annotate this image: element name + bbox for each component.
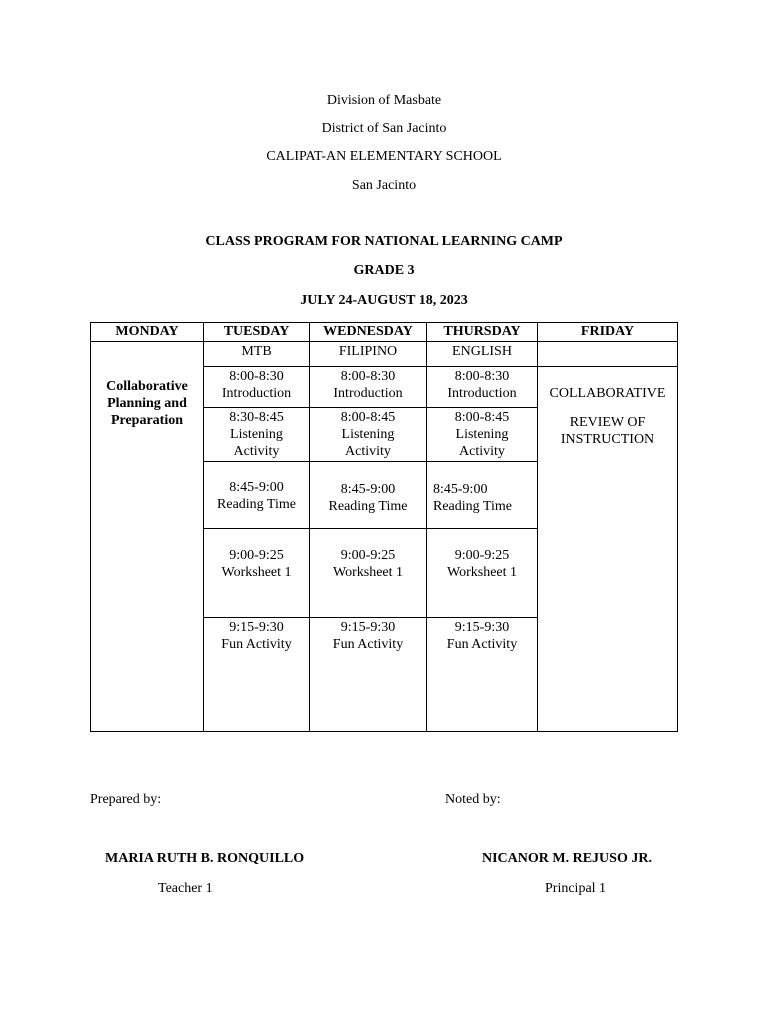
thursday-slot-3	[427, 481, 533, 515]
noter-title: Principal 1	[545, 881, 607, 896]
wednesday-slot-3	[310, 481, 426, 515]
slot-activity: Listening	[455, 427, 509, 442]
wednesday-slot-4	[310, 547, 426, 581]
monday-line-3: Preparation	[110, 413, 184, 428]
preparer-name: MARIA RUTH B. RONQUILLO	[105, 851, 305, 866]
tuesday-slot-2	[204, 409, 309, 460]
slot-activity-2: Activity	[459, 444, 505, 459]
subject-english: ENGLISH	[452, 344, 512, 359]
slot-time: 8:00-8:30	[229, 369, 284, 384]
slot-time: 9:00-9:25	[229, 548, 284, 563]
tuesday-slot-5	[204, 619, 309, 653]
town-text: San Jacinto	[351, 178, 417, 193]
thursday-slot-1	[427, 368, 537, 402]
day-header-wednesday: WEDNESDAY	[323, 324, 413, 339]
slot-activity: Introduction	[221, 386, 292, 401]
wednesday-slot-5	[310, 619, 426, 653]
slot-activity: Worksheet 1	[221, 565, 292, 580]
slot-time: 8:45-9:00	[340, 482, 396, 497]
slot-activity: Worksheet 1	[446, 565, 518, 580]
slot-time: 8:00-8:45	[340, 410, 396, 425]
slot-activity: Reading Time	[217, 497, 296, 512]
tuesday-slot-4	[204, 547, 309, 581]
day-header-thursday: THURSDAY	[443, 324, 521, 339]
friday-line-2: REVIEW OF	[569, 415, 646, 430]
slot-time: 8:45-9:00	[433, 482, 488, 497]
monday-activity	[91, 378, 203, 429]
district-text: District of San Jacinto	[321, 121, 447, 136]
thursday-slot-5	[427, 619, 537, 653]
subject-filipino: FILIPINO	[338, 344, 398, 359]
slot-activity: Reading Time	[433, 499, 512, 514]
slot-activity: Fun Activity	[332, 637, 404, 652]
wednesday-slot-1	[310, 368, 426, 402]
noted-by-label: Noted by:	[445, 792, 501, 807]
day-header-tuesday: TUESDAY	[223, 324, 290, 339]
day-header-monday: MONDAY	[115, 324, 179, 339]
thursday-slot-4	[427, 547, 537, 581]
grade-title: GRADE 3	[353, 263, 415, 278]
slot-activity: Introduction	[333, 386, 403, 401]
slot-activity: Introduction	[447, 386, 517, 401]
wednesday-slot-2	[310, 409, 426, 460]
slot-activity: Worksheet 1	[332, 565, 404, 580]
slot-time: 9:15-9:30	[454, 620, 510, 635]
slot-activity: Fun Activity	[221, 637, 292, 652]
slot-activity: Listening	[341, 427, 395, 442]
slot-activity-2: Activity	[345, 444, 391, 459]
program-title: CLASS PROGRAM FOR NATIONAL LEARNING CAMP	[205, 234, 563, 249]
slot-activity: Listening	[230, 427, 283, 442]
slot-time: 8:00-8:30	[340, 369, 396, 384]
slot-activity-2: Activity	[233, 444, 280, 459]
noter-name: NICANOR M. REJUSO JR.	[482, 851, 652, 866]
slot-activity: Fun Activity	[446, 637, 518, 652]
tuesday-slot-3	[204, 479, 309, 513]
slot-time: 8:30-8:45	[229, 410, 284, 425]
slot-time: 9:00-9:25	[340, 548, 396, 563]
friday-line-3: INSTRUCTION	[560, 432, 655, 447]
slot-time: 9:00-9:25	[454, 548, 510, 563]
slot-time: 8:45-9:00	[229, 480, 284, 495]
school-name: CALIPAT-AN ELEMENTARY SCHOOL	[266, 149, 502, 164]
preparer-title: Teacher 1	[158, 881, 213, 896]
slot-time: 8:00-8:30	[454, 369, 510, 384]
monday-line-1: Collaborative	[106, 379, 188, 394]
slot-time: 9:15-9:30	[229, 620, 284, 635]
date-range-title: JULY 24-AUGUST 18, 2023	[300, 293, 468, 308]
slot-activity: Reading Time	[328, 499, 408, 514]
prepared-by-label: Prepared by:	[90, 792, 162, 807]
friday-activity	[538, 385, 677, 448]
slot-time: 9:15-9:30	[340, 620, 396, 635]
monday-line-2: Planning and	[107, 396, 187, 411]
subject-mtb: MTB	[241, 344, 272, 359]
division-text: Division of Masbate	[326, 93, 442, 108]
slot-time: 8:00-8:45	[454, 410, 510, 425]
tuesday-slot-1	[204, 368, 309, 402]
day-header-friday: FRIDAY	[580, 324, 635, 339]
thursday-slot-2	[427, 409, 537, 460]
friday-line-1: COLLABORATIVE	[549, 386, 666, 401]
